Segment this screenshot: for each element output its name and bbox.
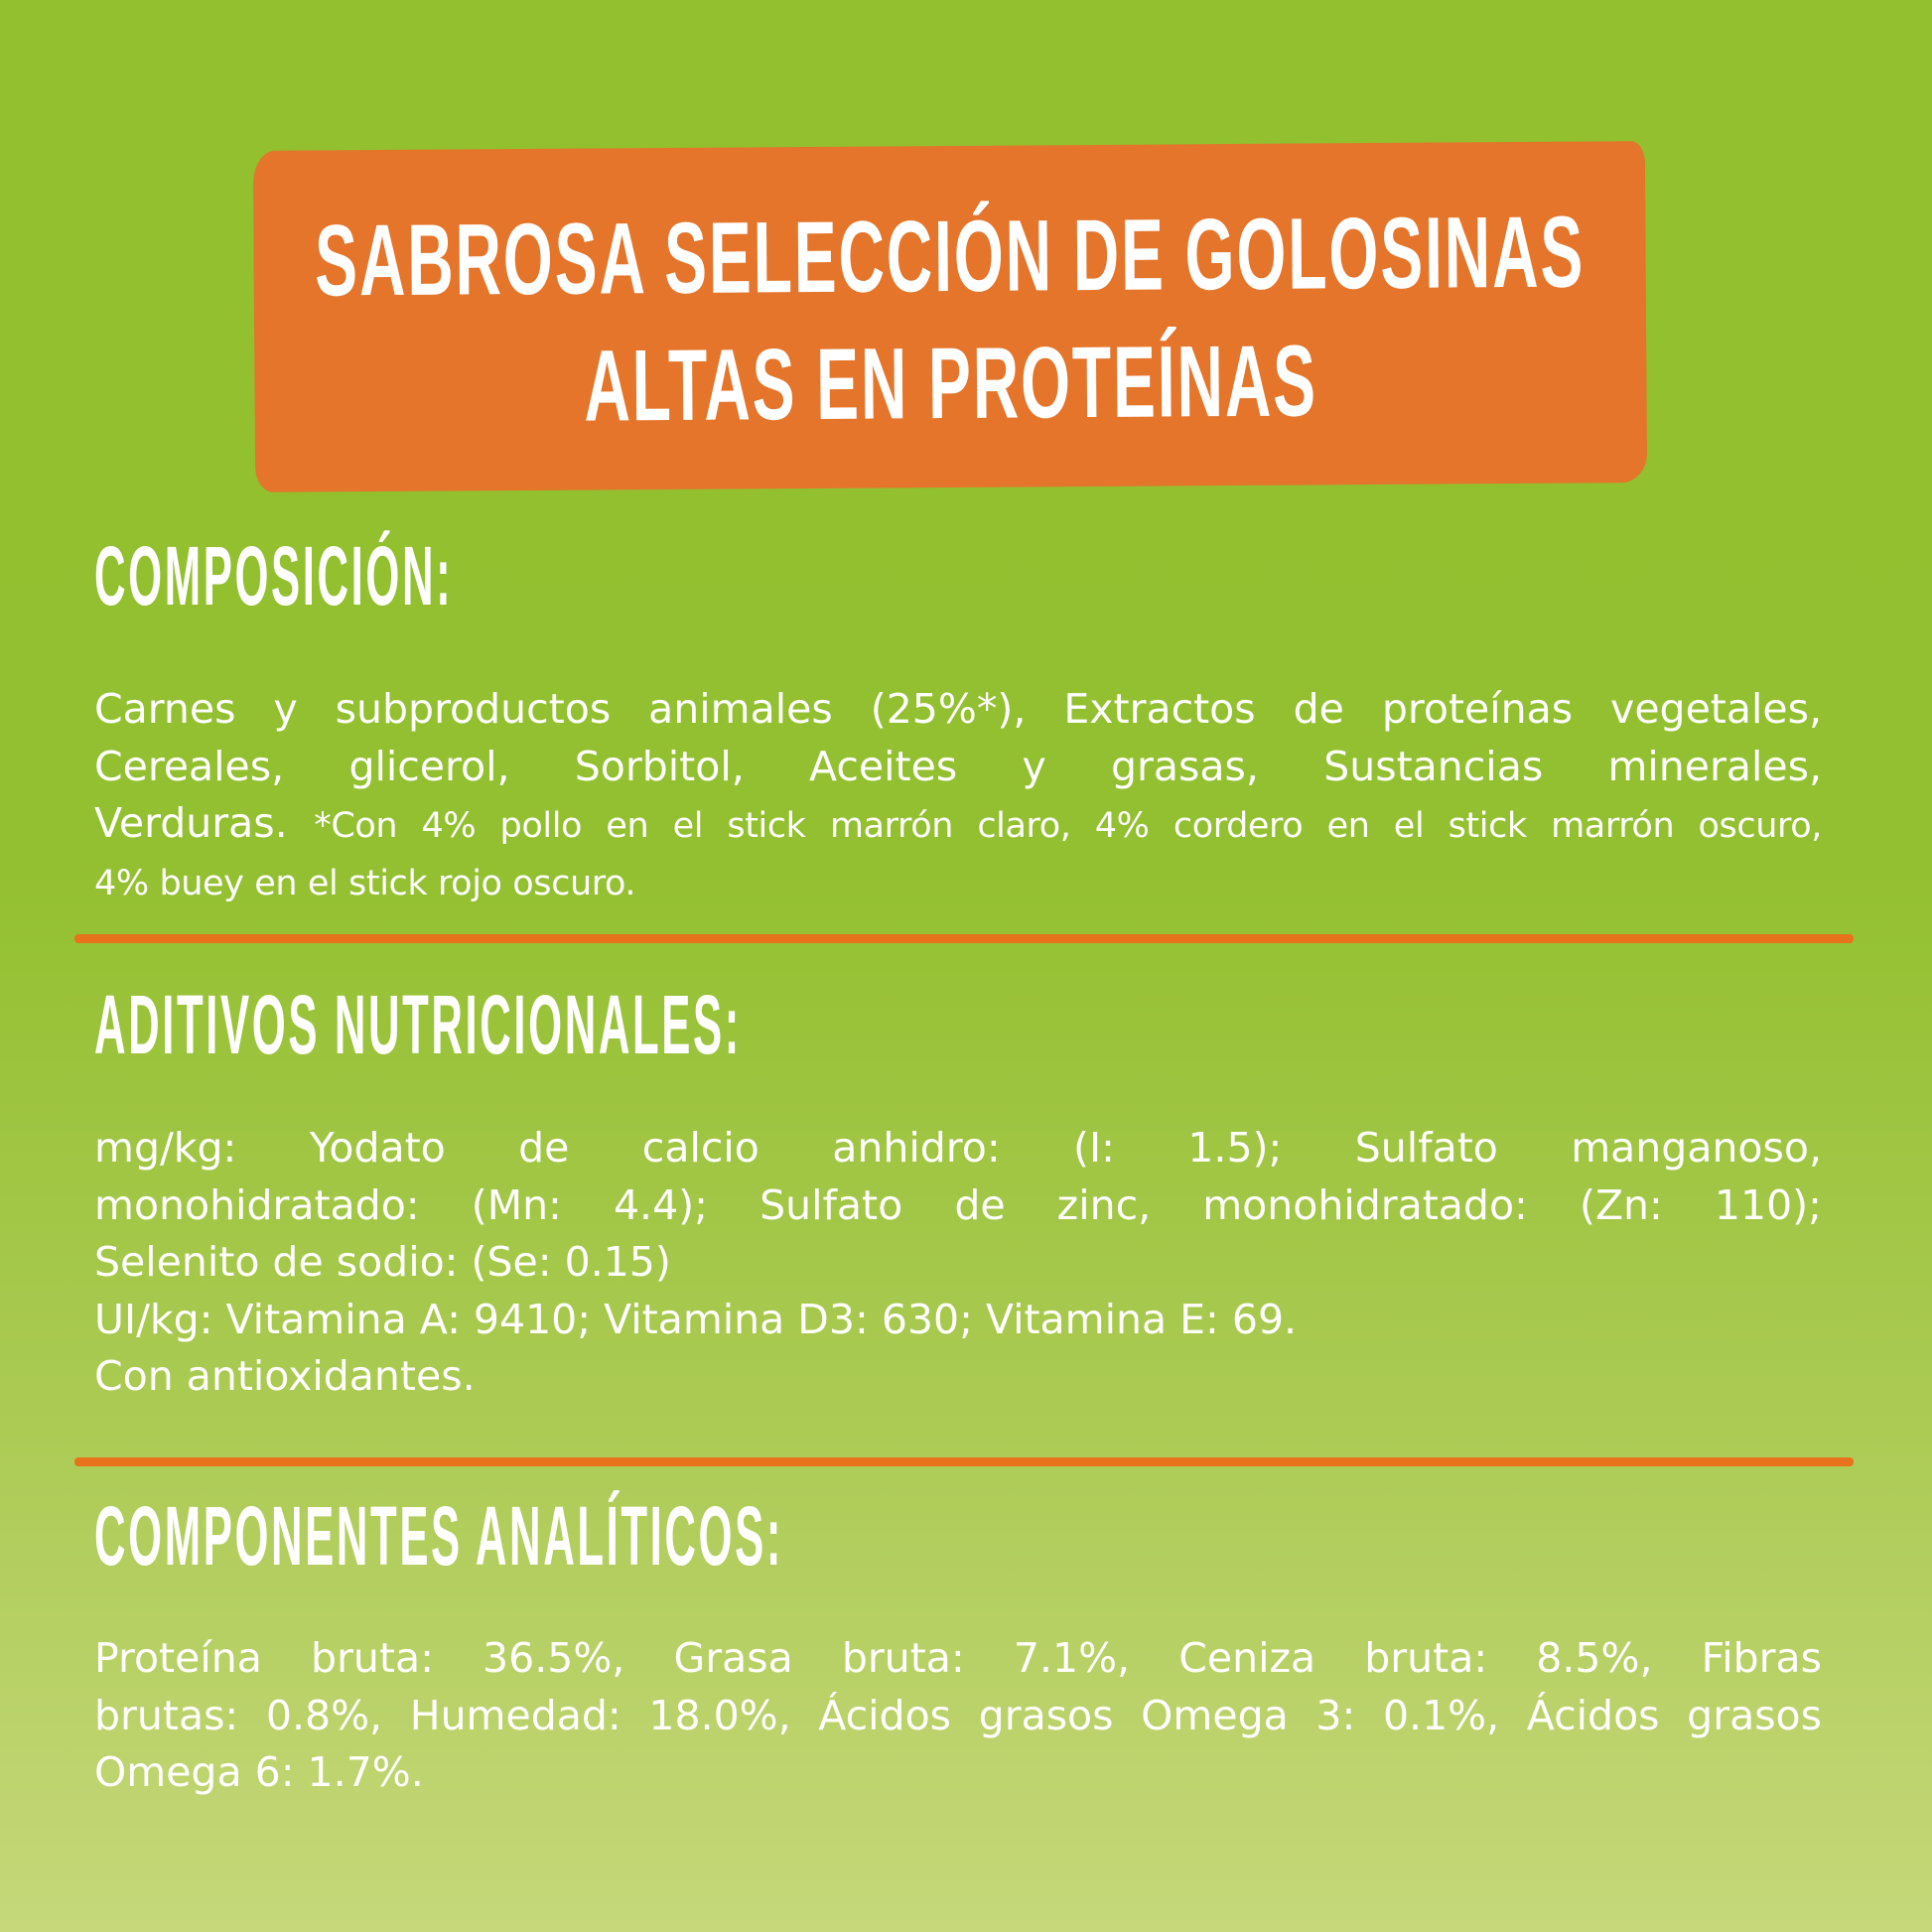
analiticos-heading: COMPONENTES ANALÍTICOS: — [94, 1489, 783, 1583]
composicion-line-1: Carnes y subproductos animales (25%*), Extractos de proteínas vegetales, — [94, 685, 1822, 733]
aditivos-line-1: mg/kg: Yodato de calcio anhidro: (I: 1.5); Sulfato manganoso, — [94, 1124, 1822, 1172]
section-divider-2 — [74, 1457, 1854, 1466]
composicion-paragraph — [94, 681, 1822, 912]
composicion-line-3-lead: Verduras. — [94, 799, 288, 847]
aditivos-line-5: Con antioxidantes. — [94, 1352, 476, 1400]
analiticos-line-1: Proteína bruta: 36.5%, Grasa bruta: 7.1%, Ceniza bruta: 8.5%, Fibras — [94, 1634, 1822, 1682]
aditivos-paragraph — [94, 1120, 1822, 1406]
section-divider-1 — [74, 934, 1854, 943]
aditivos-line-4: UI/kg: Vitamina A: 9410; Vitamina D3: 630; Vitamina E: 69. — [94, 1295, 1298, 1343]
composicion-heading: COMPOSICIÓN: — [94, 529, 454, 622]
composicion-line-3 — [94, 795, 1822, 856]
analiticos-line-3: Omega 6: 1.7%. — [94, 1748, 424, 1796]
analiticos-line-2: brutas: 0.8%, Humedad: 18.0%, Ácidos grasos Omega 3: 0.1%, Ácidos grasos — [94, 1691, 1822, 1739]
analiticos-paragraph — [94, 1630, 1822, 1802]
banner-title-line-2: ALTAS EN PROTEÍNAS — [583, 324, 1318, 443]
banner-title-line-1: SABROSA SELECCIÓN DE GOLOSINAS — [314, 195, 1586, 318]
aditivos-line-2: monohidratado: (Mn: 4.4); Sulfato de zinc, monohidratado: (Zn: 110); — [94, 1180, 1822, 1229]
composicion-line-3-footnote: *Con 4% pollo en el stick marrón claro, 4% cordero en el stick marrón oscuro, — [314, 806, 1822, 846]
composicion-line-2: Cereales, glicerol, Sorbitol, Aceites y grasas, Sustancias minerales, — [94, 742, 1822, 790]
product-banner — [253, 141, 1647, 492]
composicion-line-4-footnote: 4% buey en el stick rojo oscuro. — [94, 863, 636, 903]
aditivos-heading: ADITIVOS NUTRICIONALES: — [94, 978, 742, 1071]
aditivos-line-3: Selenito de sodio: (Se: 0.15) — [94, 1238, 671, 1286]
